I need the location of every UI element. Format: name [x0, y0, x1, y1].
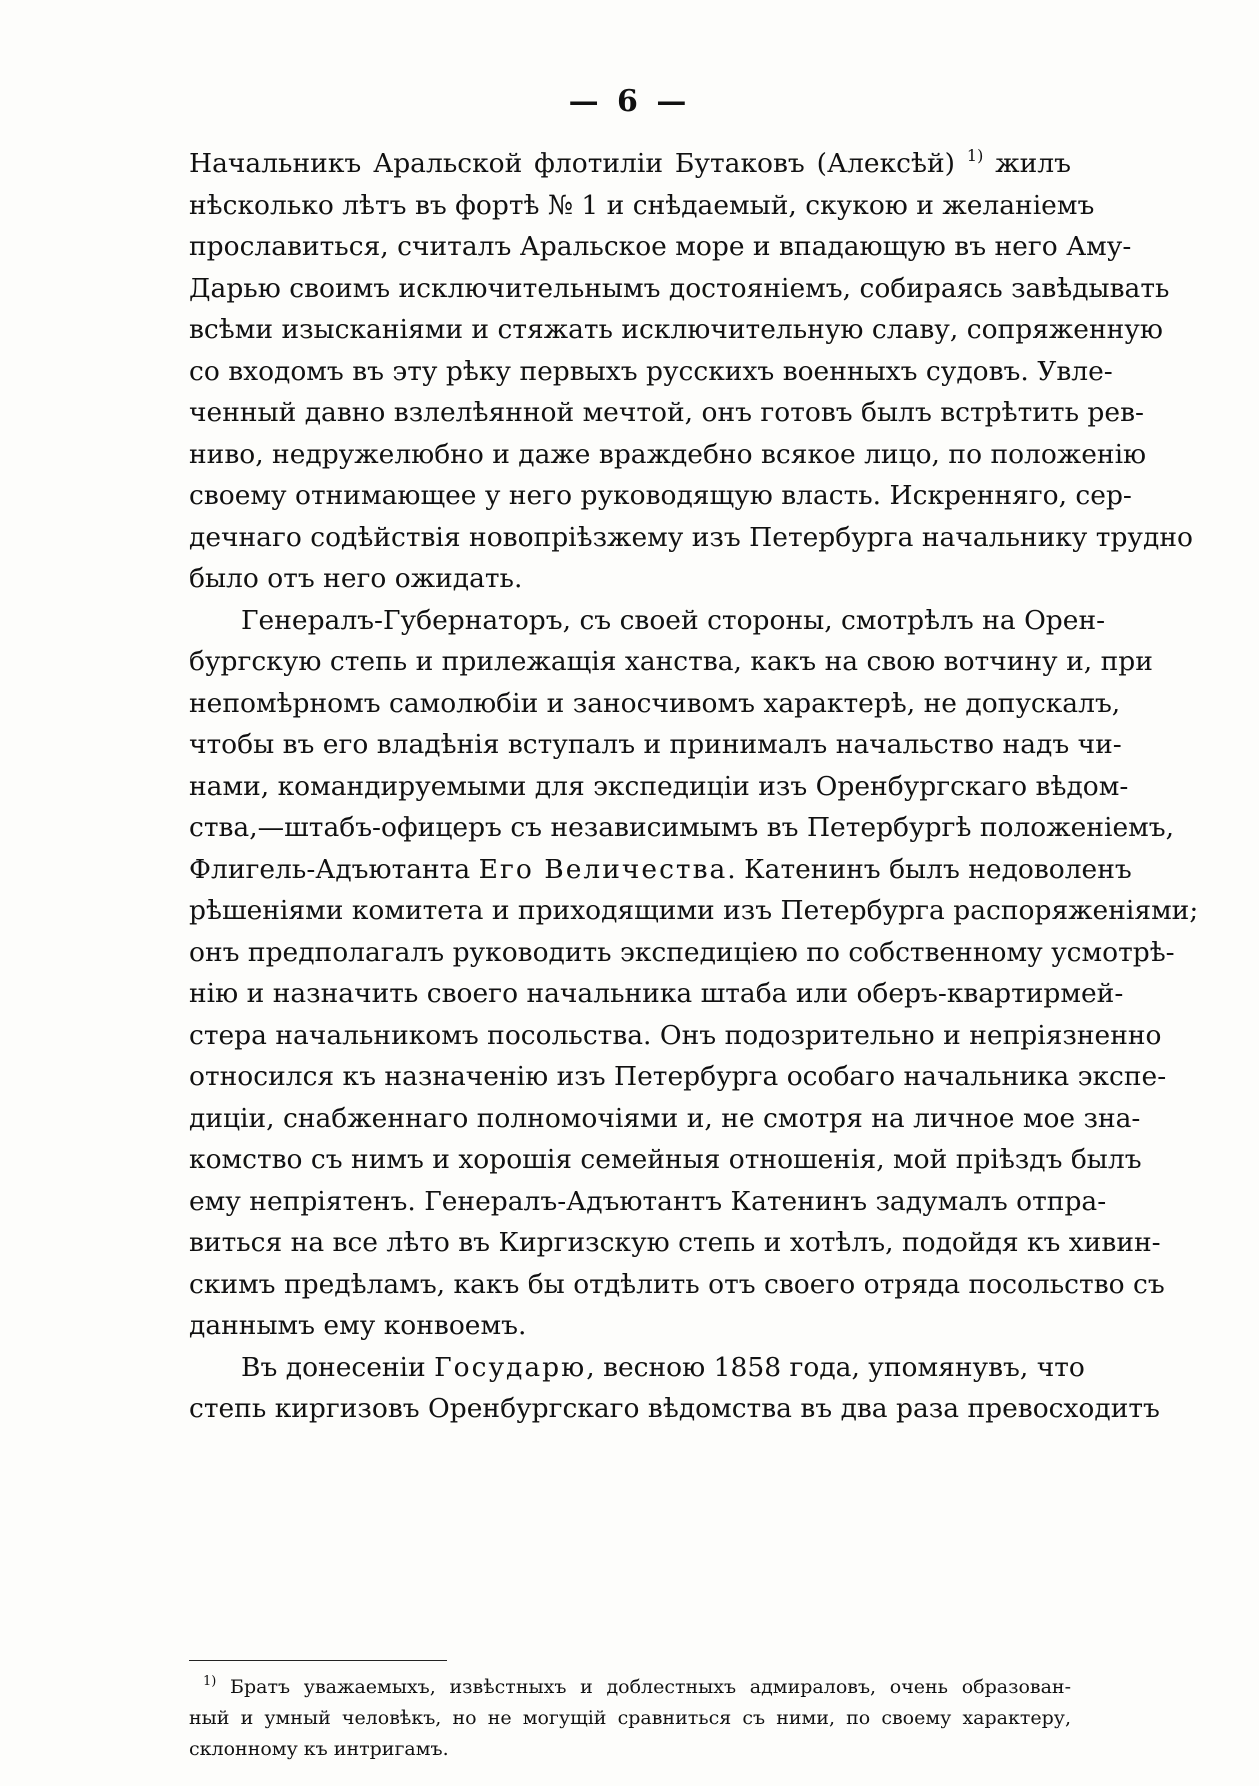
text-line: диціи, снабженнаго полномочіями и, не смотря на личное мое зна- [189, 1102, 1141, 1134]
text-span: Начальникъ Аральской флотиліи Бутаковъ (Алексѣй) [189, 148, 955, 179]
text-line: нію и назначить своего начальника штаба или оберъ-квартирмей- [189, 978, 1124, 1009]
text-span: . Катенинъ былъ недоволенъ [727, 853, 1132, 885]
text-line: относился къ назначенію изъ Петербурга особаго начальника экспе- [189, 1061, 1167, 1092]
text-line: скимъ предѣламъ, какъ бы отдѣлить отъ своего отряда посольство съ [189, 1268, 1165, 1300]
text-line: чтобы въ его владѣнія вступалъ и принималъ начальство надъ чи- [189, 729, 1122, 760]
text-line: нѣсколько лѣтъ въ фортѣ № 1 и снѣдаемый, скукою и желаніемъ [189, 189, 1095, 221]
text-line: Дарью своимъ исключительнымъ достояніемъ, собираясь завѣдывать [189, 272, 1170, 304]
text-line: со входомъ въ эту рѣку первыхъ русскихъ военныхъ судовъ. Увле- [189, 355, 1113, 387]
text-line: степь киргизовъ Оренбургскаго вѣдомства въ два раза превосходитъ [189, 1393, 1160, 1424]
text-line: ниво, недружелюбно и даже враждебно всякое лицо, по положенію [189, 438, 1147, 470]
footnote-line: ный и умный человѣкъ, но не могущій сравниться съ ними, по своему характеру, [189, 1707, 1071, 1729]
text-span: жилъ [995, 148, 1071, 179]
text-line: даннымъ ему конвоемъ. [189, 1310, 527, 1341]
text-line [189, 849, 1132, 891]
text-line: дечнаго содѣйствія новопріѣзжему изъ Петербурга начальнику трудно [189, 521, 1193, 553]
text-line: онъ предполагалъ руководить экспедиціею по собственному усмотрѣ- [189, 936, 1175, 968]
paragraph-first-line: Генералъ-Губернаторъ, съ своей стороны, смотрѣлъ на Орен- [241, 604, 1106, 636]
footnotes [189, 1672, 1071, 1765]
text-line: нами, командируемыми для экспедиціи изъ Оренбургскаго вѣдом- [189, 770, 1129, 802]
text-span: Флигель-Адъютанта [189, 853, 479, 885]
page-number: — 6 — [568, 84, 691, 119]
text-line: ему непріятенъ. Генералъ-Адъютантъ Катенинъ задумалъ отпра- [189, 1185, 1107, 1217]
text-line: виться на все лѣто въ Киргизскую степь и хотѣлъ, подойдя къ хивин- [189, 1227, 1161, 1258]
text-line: прославиться, считалъ Аральское море и впадающую въ него Аму- [189, 231, 1132, 262]
text-span: , весною 1858 года, упомянувъ, что [586, 1351, 1085, 1383]
text-line: ства,—штабъ-офицеръ съ независимымъ въ Петербургѣ положеніемъ, [189, 812, 1175, 843]
text-line: своему отнимающее у него руководящую власть. Искренняго, сер- [189, 480, 1132, 511]
text-line: всѣми изысканіями и стяжать исключительную славу, сопряженную [189, 314, 1163, 345]
text-line: бургскую степь и прилежащія ханства, какъ на свою вотчину и, при [189, 646, 1153, 677]
spaced-title: Его Величества [478, 853, 728, 885]
text-line: непомѣрномъ самолюбіи и заносчивомъ характерѣ, не допускалъ, [189, 687, 1121, 719]
footnote-line [189, 1672, 1071, 1703]
footnote-separator [189, 1660, 447, 1661]
text-span: Братъ уважаемыхъ, извѣстныхъ и доблестныхъ адмираловъ, очень образован- [230, 1676, 1071, 1698]
footnote-reference[interactable]: 1) [966, 146, 984, 165]
text-line [189, 143, 1071, 185]
text-line: ченный давно взлелѣянной мечтой, онъ готовъ былъ встрѣтить рев- [189, 397, 1144, 428]
text-span: Въ донесеніи [241, 1351, 435, 1383]
text-line: было отъ него ожидать. [189, 563, 523, 594]
text-line: комство съ нимъ и хорошія семейныя отношенія, мой пріѣздъ былъ [189, 1144, 1142, 1175]
footnote-marker: 1) [203, 1674, 217, 1689]
paragraph-first-line [189, 1347, 1085, 1389]
spaced-title: Государю [434, 1351, 587, 1383]
footnote-line: склонному къ интригамъ. [189, 1738, 449, 1760]
body-text [189, 143, 1199, 1430]
text-line: стера начальникомъ посольства. Онъ подозрительно и непріязненно [189, 1019, 1162, 1051]
text-line: рѣшеніями комитета и приходящими изъ Петербурга распоряженіями; [189, 895, 1199, 926]
